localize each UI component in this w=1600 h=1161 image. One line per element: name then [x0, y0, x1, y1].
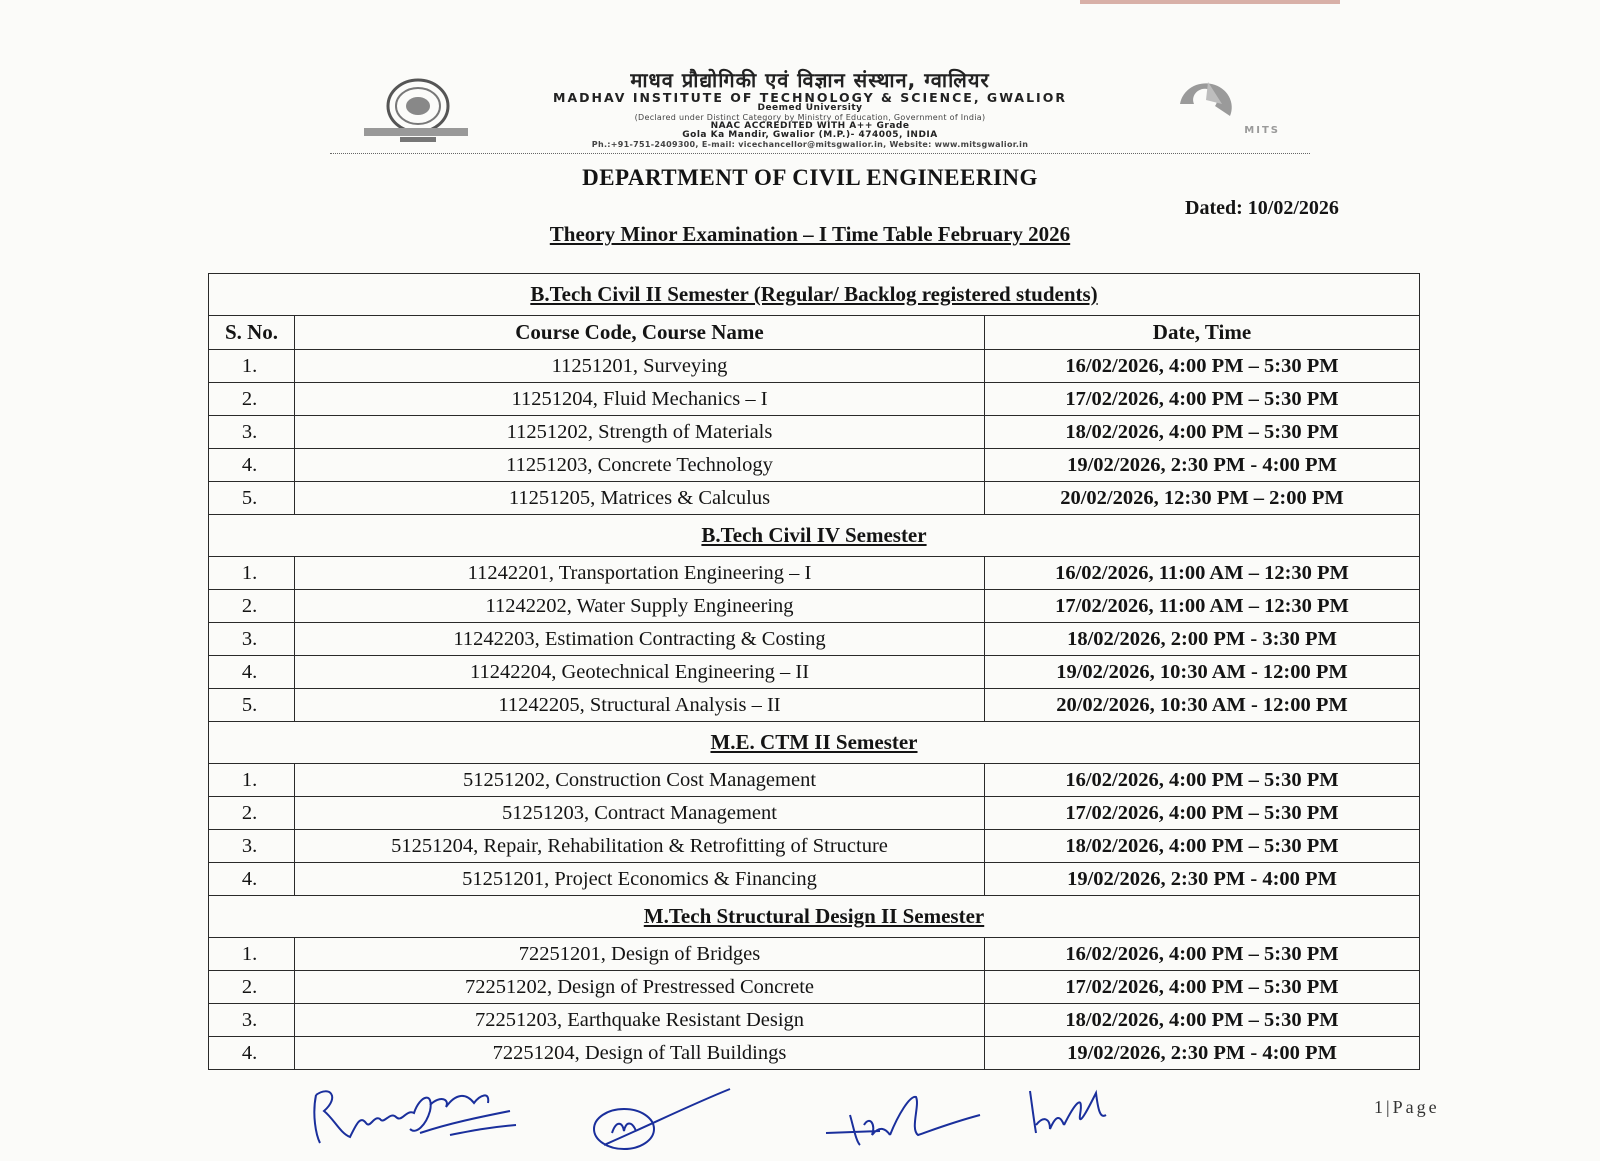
- datetime-cell: 16/02/2026, 11:00 AM – 12:30 PM: [985, 557, 1420, 590]
- datetime-cell: 17/02/2026, 4:00 PM – 5:30 PM: [985, 383, 1420, 416]
- datetime-cell: 19/02/2026, 2:30 PM - 4:00 PM: [985, 449, 1420, 482]
- datetime-cell: 20/02/2026, 10:30 AM - 12:00 PM: [985, 689, 1420, 722]
- serial-number-cell: 2.: [209, 971, 295, 1004]
- section-heading-row: [209, 274, 1420, 316]
- course-cell: 11242203, Estimation Contracting & Costing: [295, 623, 985, 656]
- datetime-cell: 19/02/2026, 2:30 PM - 4:00 PM: [985, 1037, 1420, 1070]
- mits-wordmark: MITS: [1244, 125, 1280, 136]
- table-row: [209, 557, 1420, 590]
- serial-number-cell: 3.: [209, 416, 295, 449]
- table-row: [209, 1037, 1420, 1070]
- course-cell: 51251203, Contract Management: [295, 797, 985, 830]
- serial-number-cell: 2.: [209, 383, 295, 416]
- table-row: [209, 656, 1420, 689]
- signature-4-icon: [1020, 1085, 1120, 1155]
- table-row: [209, 383, 1420, 416]
- institute-declaration: (Declared under Distinct Category by Ministry of Education, Government of India): [634, 112, 986, 122]
- column-header-sno: S. No.: [209, 316, 295, 350]
- table-row: [209, 623, 1420, 656]
- section-title: B.Tech Civil II Semester (Regular/ Backlog registered students): [209, 274, 1420, 316]
- datetime-cell: 18/02/2026, 4:00 PM – 5:30 PM: [985, 1004, 1420, 1037]
- serial-number-cell: 3.: [209, 623, 295, 656]
- institute-seal-logo-icon: [360, 76, 470, 146]
- table-row: [209, 689, 1420, 722]
- serial-number-cell: 4.: [209, 656, 295, 689]
- datetime-cell: 17/02/2026, 4:00 PM – 5:30 PM: [985, 797, 1420, 830]
- section-title: B.Tech Civil IV Semester: [209, 515, 1420, 557]
- section-heading-row: [209, 515, 1420, 557]
- serial-number-cell: 2.: [209, 590, 295, 623]
- datetime-cell: 16/02/2026, 4:00 PM – 5:30 PM: [985, 350, 1420, 383]
- datetime-cell: 17/02/2026, 4:00 PM – 5:30 PM: [985, 971, 1420, 1004]
- course-cell: 11251204, Fluid Mechanics – I: [295, 383, 985, 416]
- naac-accreditation: NAAC ACCREDITED WITH A++ Grade: [710, 120, 910, 131]
- course-cell: 72251201, Design of Bridges: [295, 938, 985, 971]
- serial-number-cell: 5.: [209, 482, 295, 515]
- table-row: [209, 938, 1420, 971]
- timetable: [208, 273, 1420, 1070]
- table-row: [209, 482, 1420, 515]
- table-row: [209, 449, 1420, 482]
- serial-number-cell: 1.: [209, 350, 295, 383]
- course-cell: 11242201, Transportation Engineering – I: [295, 557, 985, 590]
- table-row: [209, 764, 1420, 797]
- datetime-cell: 16/02/2026, 4:00 PM – 5:30 PM: [985, 938, 1420, 971]
- course-cell: 72251203, Earthquake Resistant Design: [295, 1004, 985, 1037]
- institute-contact: Ph.:+91-751-2409300, E-mail: vicechancellor@mitsgwalior.in, Website: www.mitsgwalior.in: [591, 139, 1029, 149]
- course-cell: 11251202, Strength of Materials: [295, 416, 985, 449]
- course-cell: 11242202, Water Supply Engineering: [295, 590, 985, 623]
- course-cell: 51251201, Project Economics & Financing: [295, 863, 985, 896]
- mits-emblem-icon: [1160, 76, 1250, 132]
- course-cell: 72251204, Design of Tall Buildings: [295, 1037, 985, 1070]
- table-row: [209, 416, 1420, 449]
- institute-status: Deemed University: [757, 103, 863, 114]
- table-row: [209, 1004, 1420, 1037]
- column-header-course: Course Code, Course Name: [295, 316, 985, 350]
- table-row: [209, 350, 1420, 383]
- column-header-datetime: Date, Time: [985, 316, 1420, 350]
- serial-number-cell: 1.: [209, 764, 295, 797]
- signature-3-icon: [820, 1085, 990, 1155]
- serial-number-cell: 5.: [209, 689, 295, 722]
- serial-number-cell: 3.: [209, 830, 295, 863]
- institute-name-english: MADHAV INSTITUTE OF TECHNOLOGY & SCIENCE, GWALIOR: [553, 90, 1067, 105]
- letterhead: [330, 70, 1310, 154]
- section-heading-row: [209, 722, 1420, 764]
- table-row: [209, 863, 1420, 896]
- exam-title: Theory Minor Examination – I Time Table February 2026: [549, 222, 1071, 246]
- signature-1-icon: [310, 1085, 540, 1155]
- serial-number-cell: 2.: [209, 797, 295, 830]
- signature-2-icon: [590, 1085, 740, 1155]
- datetime-cell: 19/02/2026, 10:30 AM - 12:00 PM: [985, 656, 1420, 689]
- datetime-cell: 20/02/2026, 12:30 PM – 2:00 PM: [985, 482, 1420, 515]
- serial-number-cell: 4.: [209, 1037, 295, 1070]
- table-row: [209, 797, 1420, 830]
- dated-label: Dated: 10/02/2026: [1185, 197, 1339, 219]
- serial-number-cell: 1.: [209, 938, 295, 971]
- course-cell: 11242204, Geotechnical Engineering – II: [295, 656, 985, 689]
- datetime-cell: 18/02/2026, 4:00 PM – 5:30 PM: [985, 830, 1420, 863]
- serial-number-cell: 4.: [209, 863, 295, 896]
- section-title: M.Tech Structural Design II Semester: [209, 896, 1420, 938]
- datetime-cell: 18/02/2026, 2:00 PM - 3:30 PM: [985, 623, 1420, 656]
- top-edge-strip: [1080, 0, 1340, 4]
- column-header-row: [209, 316, 1420, 350]
- institute-address: Gola Ka Mandir, Gwalior (M.P.)- 474005, INDIA: [682, 130, 938, 141]
- serial-number-cell: 4.: [209, 449, 295, 482]
- section-title: M.E. CTM II Semester: [209, 722, 1420, 764]
- datetime-cell: 18/02/2026, 4:00 PM – 5:30 PM: [985, 416, 1420, 449]
- table-row: [209, 971, 1420, 1004]
- datetime-cell: 17/02/2026, 11:00 AM – 12:30 PM: [985, 590, 1420, 623]
- course-cell: 11251203, Concrete Technology: [295, 449, 985, 482]
- table-row: [209, 830, 1420, 863]
- datetime-cell: 16/02/2026, 4:00 PM – 5:30 PM: [985, 764, 1420, 797]
- course-cell: 11251205, Matrices & Calculus: [295, 482, 985, 515]
- page-number: 1|Page: [1374, 1097, 1440, 1117]
- department-heading: DEPARTMENT OF CIVIL ENGINEERING: [582, 165, 1038, 190]
- course-cell: 51251202, Construction Cost Management: [295, 764, 985, 797]
- section-heading-row: [209, 896, 1420, 938]
- course-cell: 11251201, Surveying: [295, 350, 985, 383]
- serial-number-cell: 1.: [209, 557, 295, 590]
- table-row: [209, 590, 1420, 623]
- institute-name-hindi: माधव प्रौद्योगिकी एवं विज्ञान संस्थान, ग्वालियर: [630, 68, 990, 92]
- serial-number-cell: 3.: [209, 1004, 295, 1037]
- timetable-table: [208, 273, 1420, 1070]
- datetime-cell: 19/02/2026, 2:30 PM - 4:00 PM: [985, 863, 1420, 896]
- course-cell: 51251204, Repair, Rehabilitation & Retrofitting of Structure: [295, 830, 985, 863]
- course-cell: 11242205, Structural Analysis – II: [295, 689, 985, 722]
- course-cell: 72251202, Design of Prestressed Concrete: [295, 971, 985, 1004]
